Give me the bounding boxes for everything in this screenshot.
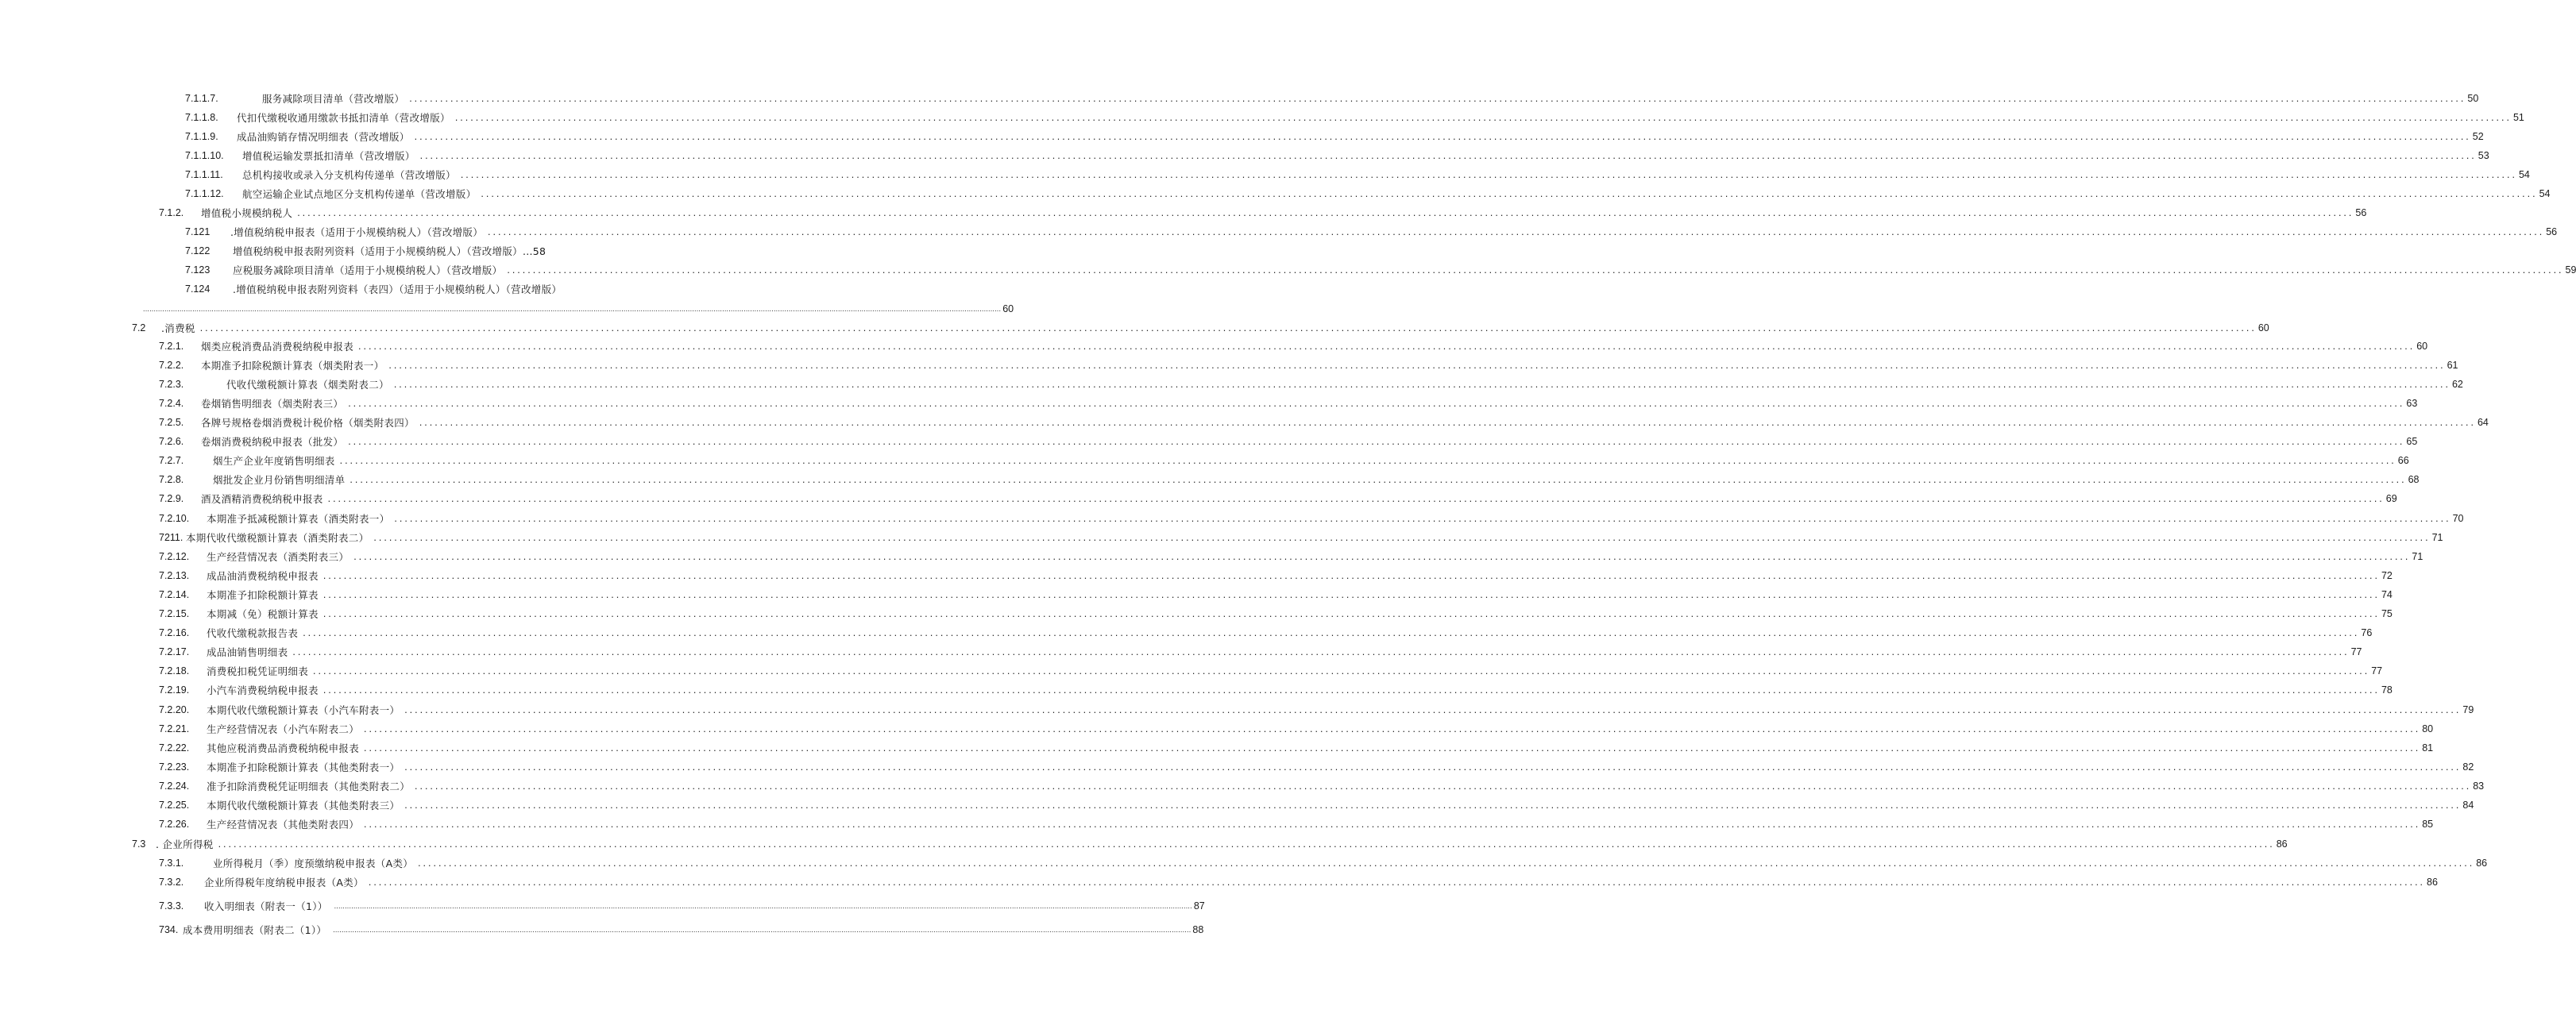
toc-leader-dots: ................................................................................................................................................................................................................................................................................................................................................................................................................ <box>292 646 2350 657</box>
toc-leader-dots: ................................................................................................................................................................................................................................................................................................................................................................................................................ <box>334 902 1192 910</box>
toc-entry-number: 7.123 <box>185 264 210 276</box>
toc-leader-row <box>359 739 2434 757</box>
toc-entry-number: 7.121 <box>185 226 210 237</box>
toc-entry-number: 7.2.3. <box>159 379 184 390</box>
toc-entry-number: 7.122 <box>185 245 210 256</box>
toc-page-number: 87 <box>1193 900 1205 912</box>
toc-page-number: 77 <box>2350 646 2362 657</box>
toc-entry-title: 本期代收代缴税额计算表（小汽车附表一） <box>207 704 400 716</box>
toc-entry-number: 7.1.1.10. <box>185 150 224 161</box>
toc-entry-title: 增值税运输发票抵扣清单（营改增版） <box>242 150 415 162</box>
toc-leader-row <box>292 204 2367 222</box>
toc-leader-dots: ................................................................................................................................................................................................................................................................................................................................................................................................................ <box>454 112 2512 123</box>
toc-page-number: 56 <box>2355 207 2367 218</box>
toc-leader-row <box>389 376 2463 393</box>
toc-leader-row <box>410 777 2485 795</box>
toc-entry-title: 代扣代缴税收通用缴款书抵扣清单（营改增版） <box>237 112 450 124</box>
toc-page-number: 68 <box>2408 474 2420 485</box>
toc-leader-dots: ................................................................................................................................................................................................................................................................................................................................................................................................................ <box>348 436 2405 447</box>
toc-page-number: 80 <box>2422 723 2434 734</box>
toc-leader-row <box>364 873 2438 891</box>
toc-entry[interactable] <box>185 280 614 298</box>
toc-entry-title: 服务减除项目清单（营改增版） <box>262 93 405 105</box>
toc-leader-dots: ................................................................................................................................................................................................................................................................................................................................................................................................................ <box>364 723 2421 734</box>
toc-leader-row <box>369 529 2443 546</box>
toc-leader-row <box>319 567 2393 584</box>
toc-leader-dots: ................................................................................................................................................................................................................................................................................................................................................................................................................ <box>481 188 2538 199</box>
toc-leader-dots: ................................................................................................................................................................................................................................................................................................................................................................................................................ <box>393 379 2450 390</box>
toc-page-number: 70 <box>2452 513 2464 524</box>
toc-leader-dots: ................................................................................................................................................................................................................................................................................................................................................................................................................ <box>460 169 2517 180</box>
toc-entry-title: 增值税纳税申报表附列资料（适用于小规模纳税人）（营改增版）...58 <box>233 245 546 257</box>
toc-entry-title: 卷烟销售明细表（烟类附表三） <box>201 398 344 410</box>
toc-leader-row <box>343 395 2418 412</box>
toc-leader-row <box>345 471 2420 488</box>
toc-entry-number: 7.2.17. <box>159 646 190 657</box>
toc-leader-dots: ................................................................................................................................................................................................................................................................................................................................................................................................................ <box>415 781 2472 792</box>
toc-entry-title: 烟生产企业年度销售明细表 <box>213 455 335 467</box>
toc-leader-row <box>288 643 2362 661</box>
toc-page-number: 60 <box>2416 341 2428 352</box>
toc-leader-dots: ................................................................................................................................................................................................................................................................................................................................................................................................................ <box>388 360 2446 371</box>
toc-page-number: 81 <box>2422 742 2434 754</box>
toc-page-number: 54 <box>2518 169 2530 180</box>
toc-entry-title: 航空运输企业试点地区分支机构传递单（营改增版） <box>242 188 477 200</box>
toc-leader-dots: ................................................................................................................................................................................................................................................................................................................................................................................................................ <box>418 858 2475 869</box>
toc-leader-dots: ................................................................................................................................................................................................................................................................................................................................................................................................................ <box>322 608 2380 619</box>
toc-leader-row <box>326 921 1204 939</box>
toc-leader-dots: ................................................................................................................................................................................................................................................................................................................................................................................................................ <box>322 684 2380 696</box>
toc-page-number: 51 <box>2512 112 2524 123</box>
toc-entry-number: 7.2.13. <box>159 570 190 581</box>
toc-page-number: 53 <box>2478 150 2489 161</box>
toc-entry-number: 7.2.14. <box>159 589 190 600</box>
toc-leader-dots: ................................................................................................................................................................................................................................................................................................................................................................................................................ <box>353 551 2411 562</box>
toc-entry-title: 本期代收代缴税额计算表（其他类附表三） <box>207 800 400 811</box>
toc-leader-row <box>415 147 2489 164</box>
toc-page-number: 84 <box>2462 800 2474 811</box>
toc-entry-number: 7.2.24. <box>159 781 190 792</box>
toc-entry-title: . 企业所得税 <box>156 838 214 850</box>
toc-leader-row <box>384 357 2458 374</box>
toc-entry-title: 本期代收代缴税额计算表（酒类附表二） <box>186 532 369 544</box>
toc-page-number: 62 <box>2451 379 2463 390</box>
toc-leader-dots: ................................................................................................................................................................................................................................................................................................................................................................................................................ <box>507 264 2564 276</box>
toc-entry-title: 其他应税消费品消费税纳税申报表 <box>207 742 360 754</box>
toc-leader-row <box>298 624 2373 642</box>
toc-entry-number: 7.2.25. <box>159 800 190 811</box>
toc-entry-number: 7.3 <box>132 838 146 850</box>
toc-entry-number: 7.1.1.7. <box>185 93 218 104</box>
toc-leader-dots: ................................................................................................................................................................................................................................................................................................................................................................................................................ <box>394 513 2451 524</box>
toc-entry-number: 7.3.1. <box>159 858 184 869</box>
toc-entry-title: 本期减（免）税额计算表 <box>207 608 319 620</box>
toc-page-number: 79 <box>2462 704 2474 715</box>
toc-page-number: 77 <box>2371 665 2383 676</box>
toc-entry-number: 7.2.2. <box>159 360 184 371</box>
toc-page-number: 64 <box>2477 417 2489 428</box>
toc-leader-dots: ................................................................................................................................................................................................................................................................................................................................................................................................................ <box>358 341 2416 352</box>
toc-entry-title: 本期准予扣除税额计算表（其他类附表一） <box>207 761 400 773</box>
toc-leader-dots: ................................................................................................................................................................................................................................................................................................................................................................................................................ <box>199 322 2257 333</box>
toc-page-number: 82 <box>2462 761 2474 773</box>
toc-leader-row <box>404 90 2479 107</box>
toc-leader-row <box>502 261 2576 279</box>
toc-leader-row <box>319 605 2393 622</box>
toc-entry-title: 准予扣除消费税凭证明细表（其他类附表二） <box>207 781 411 792</box>
toc-leader-row <box>389 510 2464 527</box>
toc-page-number: 50 <box>2467 93 2479 104</box>
toc-leader-dots: ................................................................................................................................................................................................................................................................................................................................................................................................................ <box>364 742 2421 754</box>
toc-entry-title: .增值税纳税申报表（适用于小规模纳税人）（营改增版） <box>230 226 484 238</box>
toc-page-number: 78 <box>2381 684 2393 696</box>
toc-entry-number: 7.2.26. <box>159 819 190 830</box>
toc-page-number: 63 <box>2406 398 2418 409</box>
toc-leader-row <box>343 433 2418 450</box>
toc-page-number: 76 <box>2361 627 2373 638</box>
toc-leader-dots: ................................................................................................................................................................................................................................................................................................................................................................................................................ <box>419 150 2477 161</box>
toc-leader-row <box>319 681 2393 699</box>
toc-entry-number: 7.2.4. <box>159 398 184 409</box>
toc-entry-title: 业所得税月（季）度预缴纳税申报表（A类） <box>213 858 414 869</box>
toc-page-number: 60 <box>2257 322 2269 333</box>
toc-page-number: 59 <box>2565 264 2576 276</box>
toc-page-number: 72 <box>2381 570 2393 581</box>
toc-page-number: 66 <box>2397 455 2409 466</box>
toc-leader-dots: ................................................................................................................................................................................................................................................................................................................................................................................................................ <box>303 627 2360 638</box>
toc-page-number: 88 <box>1192 924 1204 935</box>
toc-entry-number: 7.3.2. <box>159 877 184 888</box>
toc-leader-dots: ................................................................................................................................................................................................................................................................................................................................................................................................................ <box>339 455 2396 466</box>
toc-entry-title: 增值税小规模纳税人 <box>201 207 293 219</box>
toc-entry-number: 7.2.23. <box>159 761 190 773</box>
toc-entry-number: 7.2.20. <box>159 704 190 715</box>
toc-entry-title: .消费税 <box>161 322 195 334</box>
toc-entry-title: 各牌号规格卷烟消费税计税价格（烟类附表四） <box>201 417 415 429</box>
toc-entry-title: 成本费用明细表（附表二（1）） <box>183 924 327 936</box>
toc-leader-dots: ................................................................................................................................................................................................................................................................................................................................................................................................................ <box>404 704 2462 715</box>
toc-leader-dots: ................................................................................................................................................................................................................................................................................................................................................................................................................ <box>218 838 2275 850</box>
toc-page-number: 61 <box>2447 360 2458 371</box>
toc-entry-number: 7.2.9. <box>159 493 184 504</box>
toc-entry-number: 7.2.10. <box>159 513 190 524</box>
toc-leader-row <box>413 854 2488 872</box>
toc-entry-number: 7.3.3. <box>159 900 184 912</box>
toc-leader-dots: ................................................................................................................................................................................................................................................................................................................................................................................................................ <box>414 131 2471 142</box>
toc-page-number: 86 <box>2427 877 2438 888</box>
toc-leader-row <box>400 701 2474 719</box>
toc-leader-row <box>195 319 2269 337</box>
toc-page-number: 74 <box>2381 589 2393 600</box>
toc-leader-row <box>415 414 2489 431</box>
toc-page-number: 60 <box>1002 303 1014 314</box>
toc-entry[interactable] <box>185 242 614 260</box>
toc-leader-row <box>450 109 2524 126</box>
toc-leader-row <box>323 490 2397 507</box>
toc-entry-number: 7.2.6. <box>159 436 184 447</box>
toc-entry-title: 消费税扣税凭证明细表 <box>207 665 309 677</box>
toc-leader-dots: ................................................................................................................................................................................................................................................................................................................................................................................................................ <box>409 93 2466 104</box>
toc-entry-title: 卷烟消费税纳税申报表（批发） <box>201 436 344 448</box>
toc-page-number: 86 <box>2476 858 2488 869</box>
toc-entry-title: 代收代缴税额计算表（烟类附表二） <box>226 379 389 391</box>
toc-entry-title: 代收代缴税款报告表 <box>207 627 299 639</box>
toc-entry-number: 7.2 <box>132 322 146 333</box>
toc-page-number: 69 <box>2385 493 2397 504</box>
toc-entry-title: 成品油购销存情况明细表（营改增版） <box>237 131 410 143</box>
toc-entry-title: 生产经营情况表（小汽车附表二） <box>207 723 360 735</box>
toc-entry-number: 7.124 <box>185 283 210 295</box>
toc-leader-dots: ................................................................................................................................................................................................................................................................................................................................................................................................................ <box>364 819 2421 830</box>
toc-leader-row <box>328 897 1205 915</box>
toc-entry-title: 烟类应税消费品消费税纳税申报表 <box>201 341 354 353</box>
toc-entry-title: 酒及酒精消费税纳税申报表 <box>201 493 323 505</box>
toc-leader-dots: ................................................................................................................................................................................................................................................................................................................................................................................................................ <box>488 226 2545 237</box>
toc-entry-number: 7.2.21. <box>159 723 190 734</box>
toc-entry-title: 本期准予扣除税额计算表 <box>207 589 319 601</box>
toc-leader-dots: ................................................................................................................................................................................................................................................................................................................................................................................................................ <box>143 305 1002 313</box>
toc-entry-number: 7.2.19. <box>159 684 190 696</box>
toc-leader-row <box>359 720 2434 738</box>
toc-entry-number: 7.2.15. <box>159 608 190 619</box>
toc-entry-number: 734. <box>159 924 179 935</box>
toc-entry-title: 应税服务减除项目清单（适用于小规模纳税人）（营改增版） <box>233 264 503 276</box>
toc-leader-dots: ................................................................................................................................................................................................................................................................................................................................................................................................................ <box>404 800 2462 811</box>
toc-leader-dots: ................................................................................................................................................................................................................................................................................................................................................................................................................ <box>297 207 2354 218</box>
toc-leader-dots: ................................................................................................................................................................................................................................................................................................................................................................................................................ <box>322 570 2380 581</box>
toc-entry-title: 烟批发企业月份销售明细清单 <box>213 474 346 486</box>
toc-entry-number: 7.2.12. <box>159 551 190 562</box>
toc-page-number: 85 <box>2422 819 2434 830</box>
toc-entry-number: 7.1.1.8. <box>185 112 218 123</box>
toc-page-number: 52 <box>2472 131 2484 142</box>
toc-entry-title: 生产经营情况表（酒类附表三） <box>207 551 350 563</box>
toc-leader-dots: ................................................................................................................................................................................................................................................................................................................................................................................................................ <box>313 665 2370 676</box>
toc-entry-number: 7211. <box>159 532 183 543</box>
toc-leader-dots: ................................................................................................................................................................................................................................................................................................................................................................................................................ <box>333 926 1191 934</box>
toc-entry-number: 7.2.5. <box>159 417 184 428</box>
toc-entry-title: 生产经营情况表（其他类附表四） <box>207 819 360 831</box>
toc-page-number: 56 <box>2546 226 2558 237</box>
toc-entry-title: 收入明细表（附表一（1）） <box>204 900 328 912</box>
toc-entry-number: 7.2.18. <box>159 665 190 676</box>
toc-leader-dots: ................................................................................................................................................................................................................................................................................................................................................................................................................ <box>322 589 2380 600</box>
toc-entry-number: 7.1.2. <box>159 207 184 218</box>
toc-leader-row <box>335 452 2409 469</box>
toc-leader-dots: ................................................................................................................................................................................................................................................................................................................................................................................................................ <box>373 532 2431 543</box>
toc-page-number: 75 <box>2381 608 2393 619</box>
toc-entry-title: 小汽车消费税纳税申报表 <box>207 684 319 696</box>
toc-leader-dots: ................................................................................................................................................................................................................................................................................................................................................................................................................ <box>419 417 2476 428</box>
toc-entry-number: 7.1.1.12. <box>185 188 224 199</box>
toc-page-number: 71 <box>2412 551 2423 562</box>
toc-leader-dots: ................................................................................................................................................................................................................................................................................................................................................................................................................ <box>350 474 2407 485</box>
toc-leader-row <box>476 185 2551 202</box>
toc-entry-number: 7.2.16. <box>159 627 190 638</box>
toc-page-number: 54 <box>2539 188 2551 199</box>
toc-leader-dots: ................................................................................................................................................................................................................................................................................................................................................................................................................ <box>327 493 2385 504</box>
toc-entry-title: 成品油销售明细表 <box>207 646 288 658</box>
toc-entry-number: 7.2.7. <box>159 455 184 466</box>
toc-leader-row <box>353 337 2428 355</box>
toc-leader-dots: ................................................................................................................................................................................................................................................................................................................................................................................................................ <box>348 398 2405 409</box>
toc-entry-number: 7.1.1.9. <box>185 131 218 142</box>
toc-page-number: 71 <box>2431 532 2443 543</box>
toc-leader-row <box>483 223 2558 241</box>
toc-leader-row <box>400 796 2474 814</box>
toc-leader-row <box>214 835 2288 853</box>
toc-entry-number: 7.2.1. <box>159 341 184 352</box>
toc-leader-row <box>308 662 2383 680</box>
toc-leader-row <box>410 128 2484 145</box>
toc-entry-number: 7.1.1.11. <box>185 169 223 180</box>
toc-leader-row <box>349 548 2423 565</box>
toc-page-number: 83 <box>2473 781 2485 792</box>
toc-leader-dots: ................................................................................................................................................................................................................................................................................................................................................................................................................ <box>368 877 2426 888</box>
toc-leader-dots: ................................................................................................................................................................................................................................................................................................................................................................................................................ <box>404 761 2462 773</box>
toc-leader-row <box>137 300 1014 318</box>
toc-page-number: 86 <box>2276 838 2288 850</box>
toc-leader-row <box>359 815 2434 833</box>
toc-entry-number: 7.2.8. <box>159 474 184 485</box>
toc-entry-title: 成品油消费税纳税申报表 <box>207 570 319 582</box>
toc-leader-row <box>400 758 2474 776</box>
toc-entry-title: 总机构接收或录入分支机构传递单（营改增版） <box>242 169 456 181</box>
toc-entry-title: 本期准予抵减税额计算表（酒类附表一） <box>207 513 390 525</box>
toc-entry-title: 企业所得税年度纳税申报表（A类） <box>204 877 364 888</box>
toc-leader-row <box>456 166 2530 183</box>
toc-entry-title: .增值税纳税申报表附列资料（表四）（适用于小规模纳税人）（营改增版） <box>233 283 562 295</box>
toc-entry-number: 7.2.22. <box>159 742 190 754</box>
toc-entry-title: 本期准予扣除税额计算表（烟类附表一） <box>201 360 384 372</box>
toc-leader-row <box>319 586 2393 603</box>
toc-page-number: 65 <box>2406 436 2418 447</box>
